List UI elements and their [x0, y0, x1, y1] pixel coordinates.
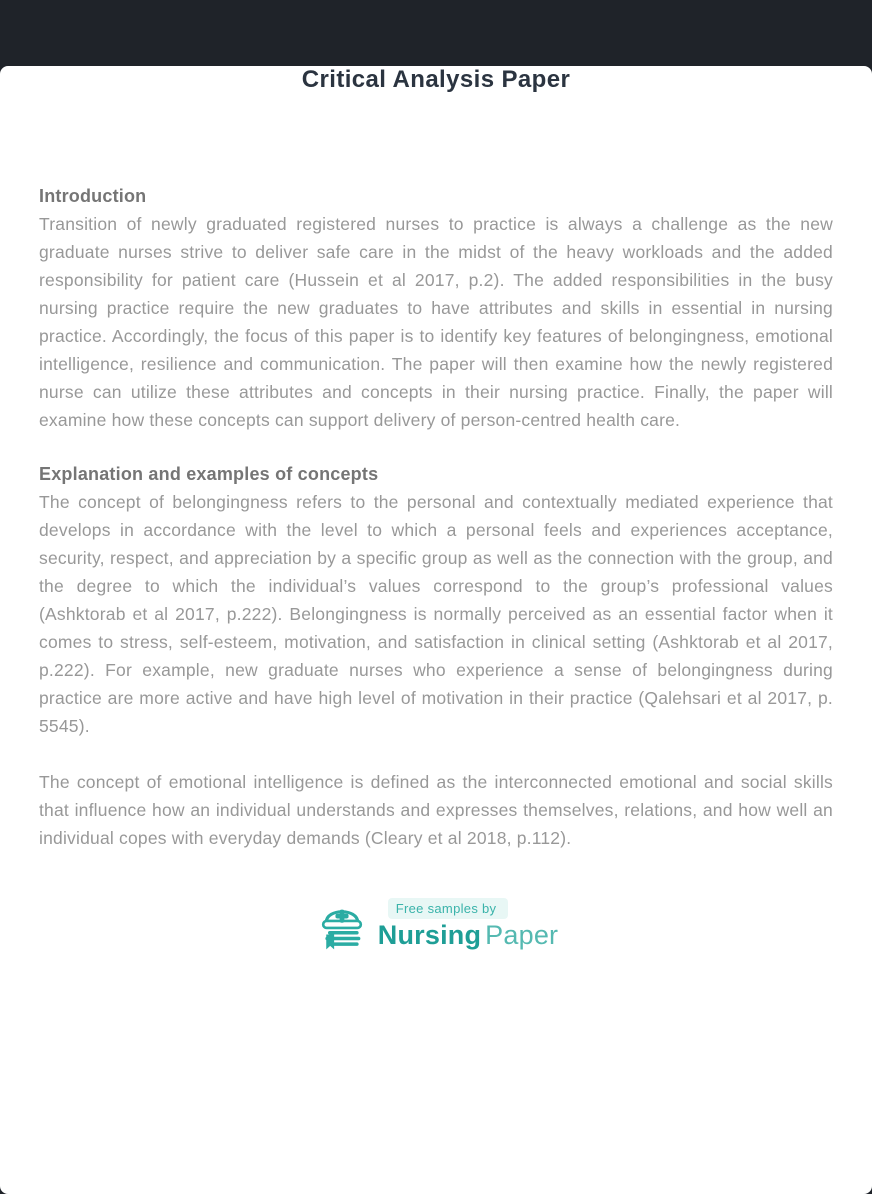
- free-samples-badge: Free samples by: [388, 898, 509, 919]
- section-1: [39, 460, 833, 852]
- paragraph: The concept of emotional intelligence is defined as the interconnected emotional and social skills that influence how an individual understands and expresses themselves, relations, and how well an individual copes with everyday demands (Cleary et al 2018, p.112).: [39, 772, 833, 848]
- paragraph: The concept of belongingness refers to the personal and contextually mediated experience that develops in accordance with the level to which a personal feels and experiences acceptance, security, respect, and appreciation by a specific group as well as the connection with the group, and the degree to which the individual’s values correspond to the group’s professional values (Ashktorab et al 2017, p.222). Belongingness is normally perceived as an essential factor when it comes to stress, self-esteem, motivation, and satisfaction in clinical setting (Ashktorab et al 2017, p.222). For example, new graduate nurses who experience a sense of belongingness during practice are more active and have high level of motivation in their practice (Qalehsari et al 2017, p. 5545).: [39, 492, 833, 736]
- sections-container: [39, 182, 833, 852]
- brand-name-light: Paper: [485, 920, 559, 950]
- logo-text: [378, 898, 558, 950]
- brand-name-bold: Nursing: [377, 920, 482, 950]
- section-heading: Explanation and examples of concepts: [39, 464, 379, 484]
- brand-wordmark: [378, 920, 558, 950]
- document-body: [39, 182, 833, 852]
- section-0: [39, 182, 833, 434]
- page-title: Critical Analysis Paper: [301, 66, 571, 93]
- footer: [0, 896, 872, 952]
- document-page: [0, 66, 872, 1194]
- nurse-cap-books-icon: [314, 896, 370, 952]
- paragraph: Transition of newly graduated registered nurses to practice is always a challenge as the new graduate nurses strive to deliver safe care in the midst of the heavy workloads and the added responsibility for patient care (Hussein et al 2017, p.2). The added responsibilities in the busy nursing practice require the new graduates to have attributes and skills in essential in nursing practice. Accordingly, the focus of this paper is to identify key features of belongingness, emotional intelligence, resilience and communication. The paper will then examine how the newly registered nurse can utilize these attributes and concepts in their nursing practice. Finally, the paper will examine how these concepts can support delivery of person-centred health care.: [39, 214, 833, 430]
- nursing-paper-logo[interactable]: [314, 896, 558, 952]
- section-heading: Introduction: [39, 186, 147, 206]
